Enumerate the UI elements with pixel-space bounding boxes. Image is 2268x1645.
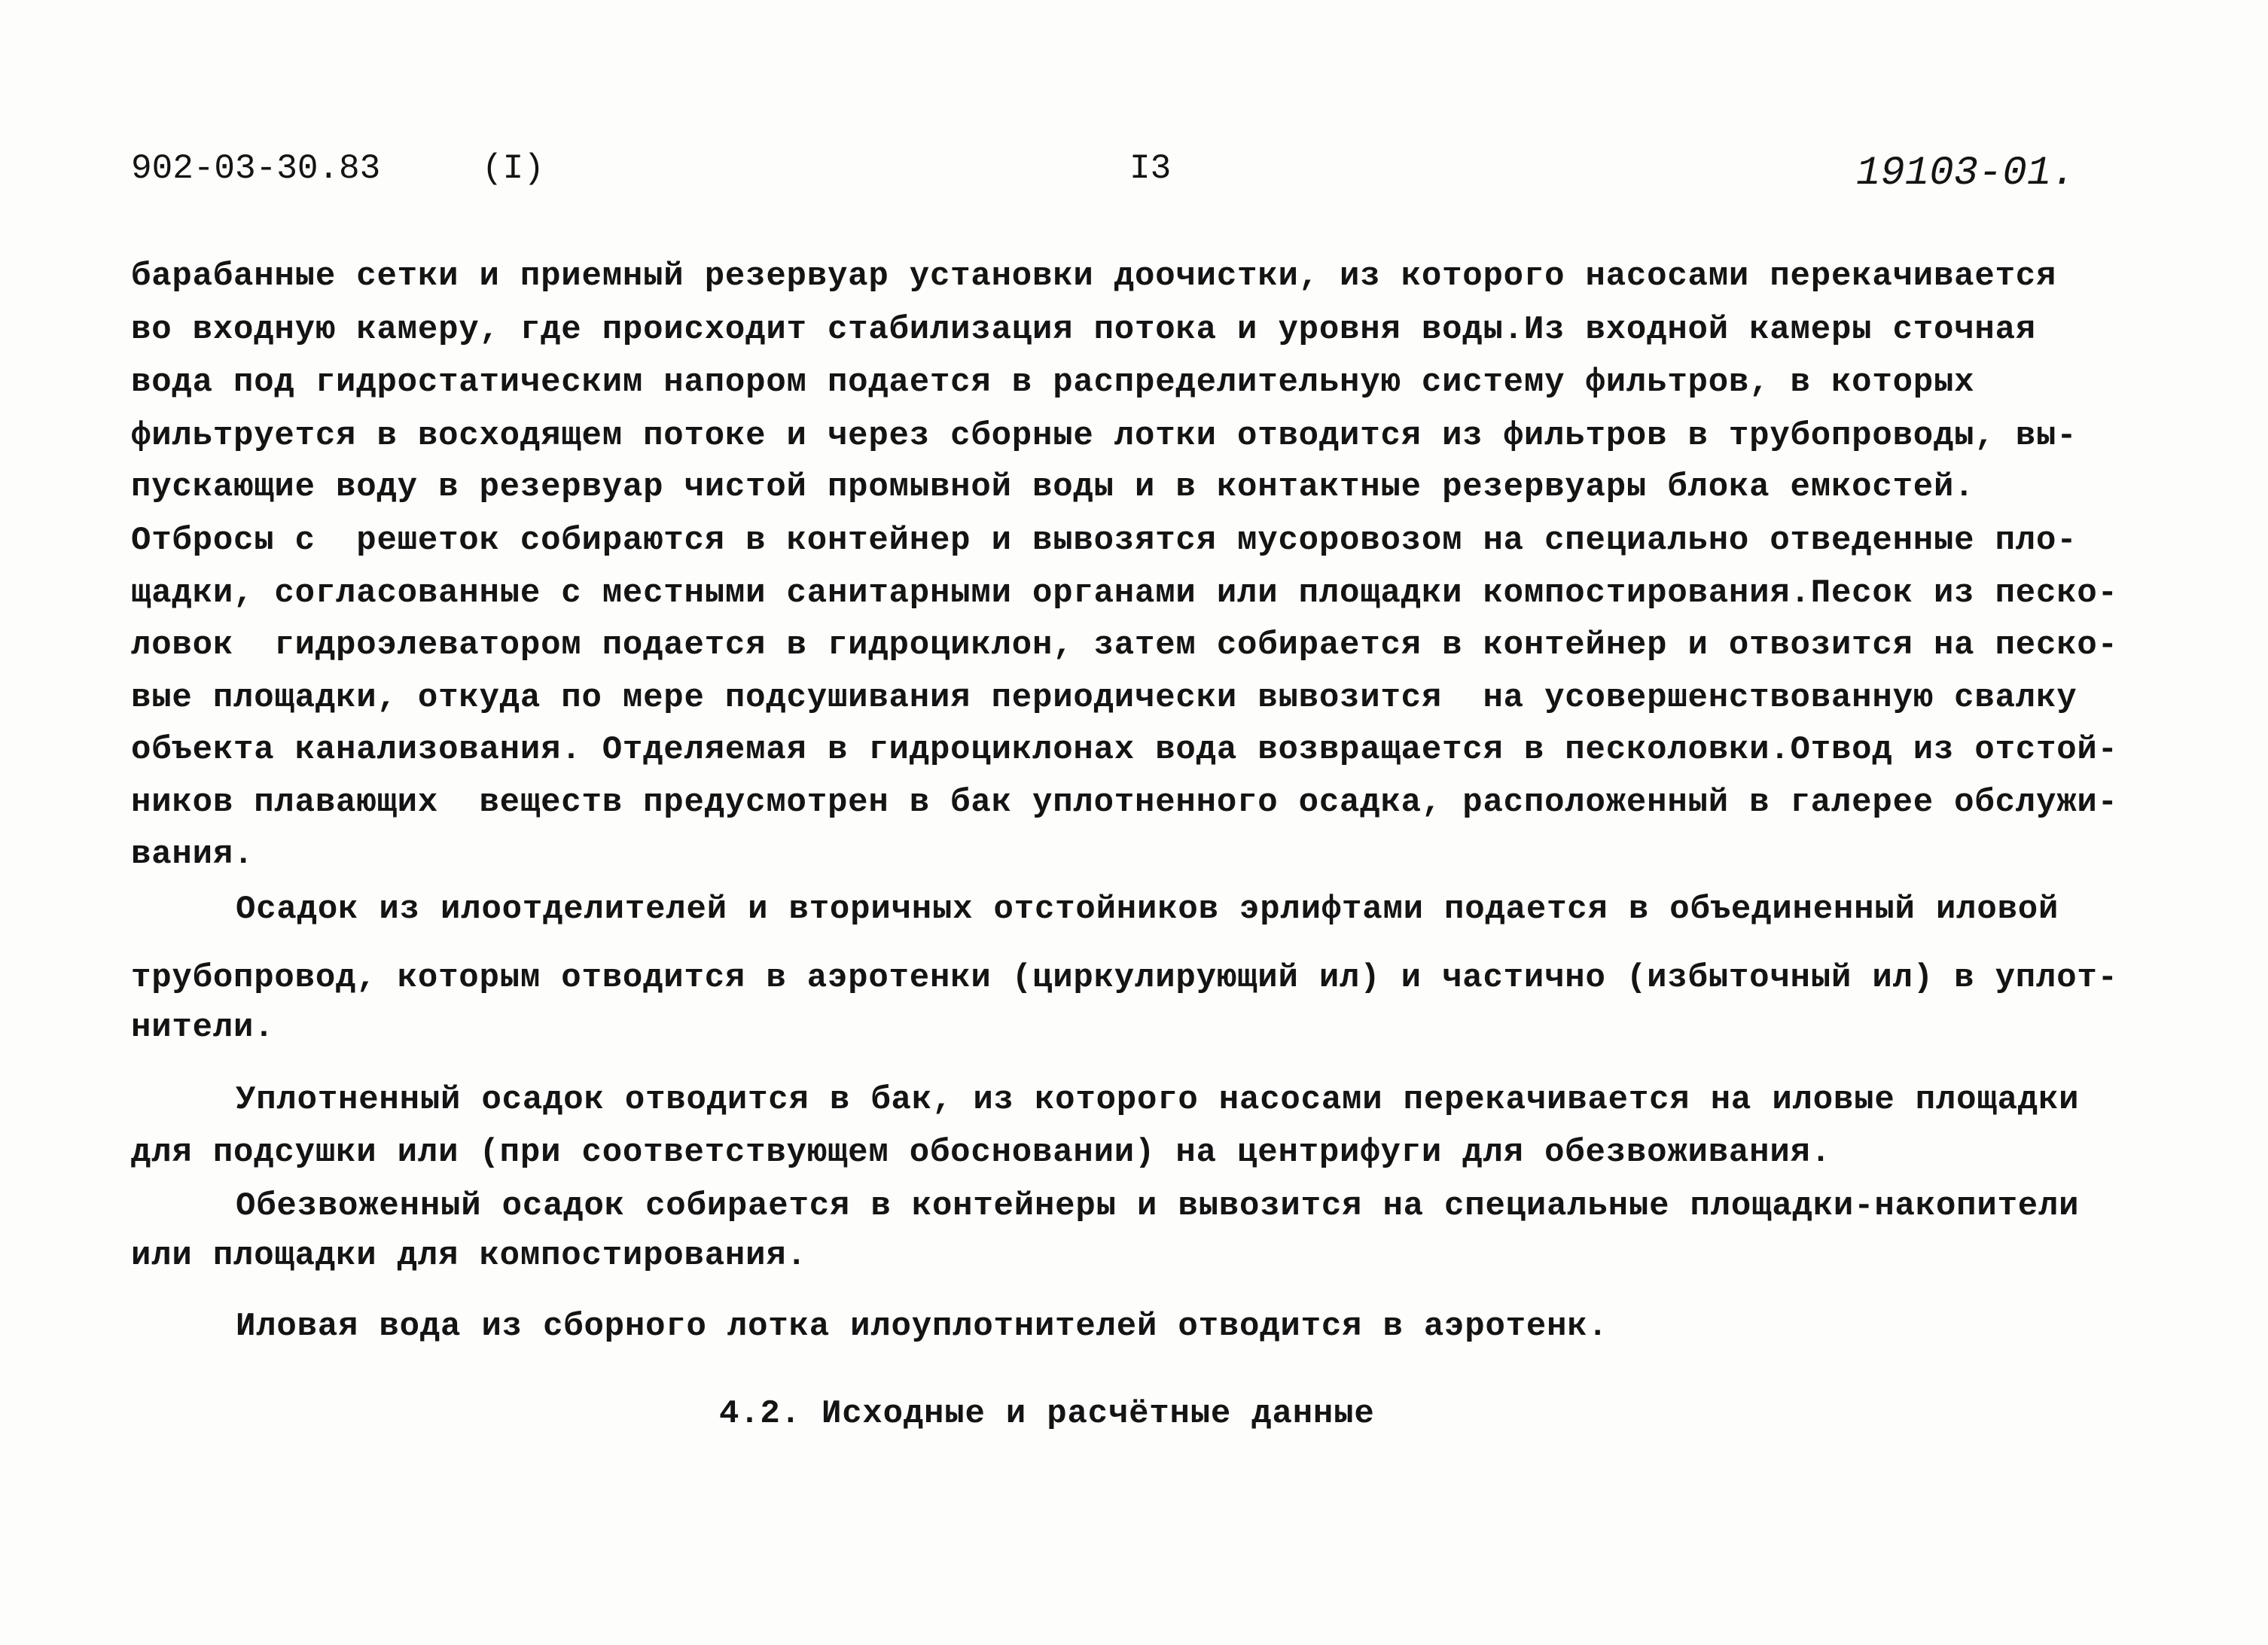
text-line: Уплотненный осадок отводится в бак, из которого насосами перекачивается на иловые площадки xyxy=(236,1081,2080,1119)
text-line: или площадки для компостирования. xyxy=(131,1237,807,1275)
page-number: I3 xyxy=(1129,149,1172,188)
text-line: Иловая вода из сборного лотка илоуплотнителей отводится в аэротенк. xyxy=(236,1308,1608,1345)
text-line: Отбросы с решеток собираются в контейнер и вывозятся мусоровозом на специально отведенные пло- xyxy=(131,522,2077,559)
doc-code: 902-03-30.83 xyxy=(131,149,381,188)
text-line: вания. xyxy=(131,836,255,873)
text-line: пускающие воду в резервуар чистой промывной воды и в контактные резервуары блока емкостей. xyxy=(131,468,1975,506)
text-line: объекта канализования. Отделяемая в гидроциклонах вода возвращается в песколовки.Отвод из отстой- xyxy=(131,731,2118,769)
text-line: ников плавающих веществ предусмотрен в бак уплотненного осадка, расположенный в галерее обслужи- xyxy=(131,784,2118,821)
text-line: вода под гидростатическим напором подается в распределительную систему фильтров, в которых xyxy=(131,364,1975,401)
sheet-code: 19103-01. xyxy=(1856,151,2076,196)
text-line: трубопровод, которым отводится в аэротенки (циркулирующий ил) и частично (избыточный ил) в уплот- xyxy=(131,959,2118,997)
text-line: во входную камеру, где происходит стабилизация потока и уровня воды.Из входной камеры сточная xyxy=(131,311,2036,349)
text-line: барабанные сетки и приемный резервуар установки доочистки, из которого насосами перекачивается xyxy=(131,257,2057,295)
part-number: (I) xyxy=(482,149,544,188)
text-line: для подсушки или (при соответствующем обосновании) на центрифуги для обезвоживания. xyxy=(131,1134,1831,1171)
text-line: нители. xyxy=(131,1009,275,1046)
text-line: ловок гидроэлеватором подается в гидроциклон, затем собирается в контейнер и отвозится на песко- xyxy=(131,626,2118,664)
text-line: фильтруется в восходящем потоке и через сборные лотки отводится из фильтров в трубопроводы, вы- xyxy=(131,417,2077,455)
text-line: Обезвоженный осадок собирается в контейнеры и вывозится на специальные площадки-накопители xyxy=(236,1187,2080,1225)
text-line: щадки, согласованные с местными санитарными органами или площадки компостирования.Песок из песко- xyxy=(131,574,2118,612)
text-line: Осадок из илоотделителей и вторичных отстойников эрлифтами подается в объединенный иловой xyxy=(236,891,2059,928)
section-heading: 4.2. Исходные и расчётные данные xyxy=(719,1395,1375,1433)
text-line: вые площадки, откуда по мере подсушивания периодически вывозится на усовершенствованную свалку xyxy=(131,679,2077,717)
